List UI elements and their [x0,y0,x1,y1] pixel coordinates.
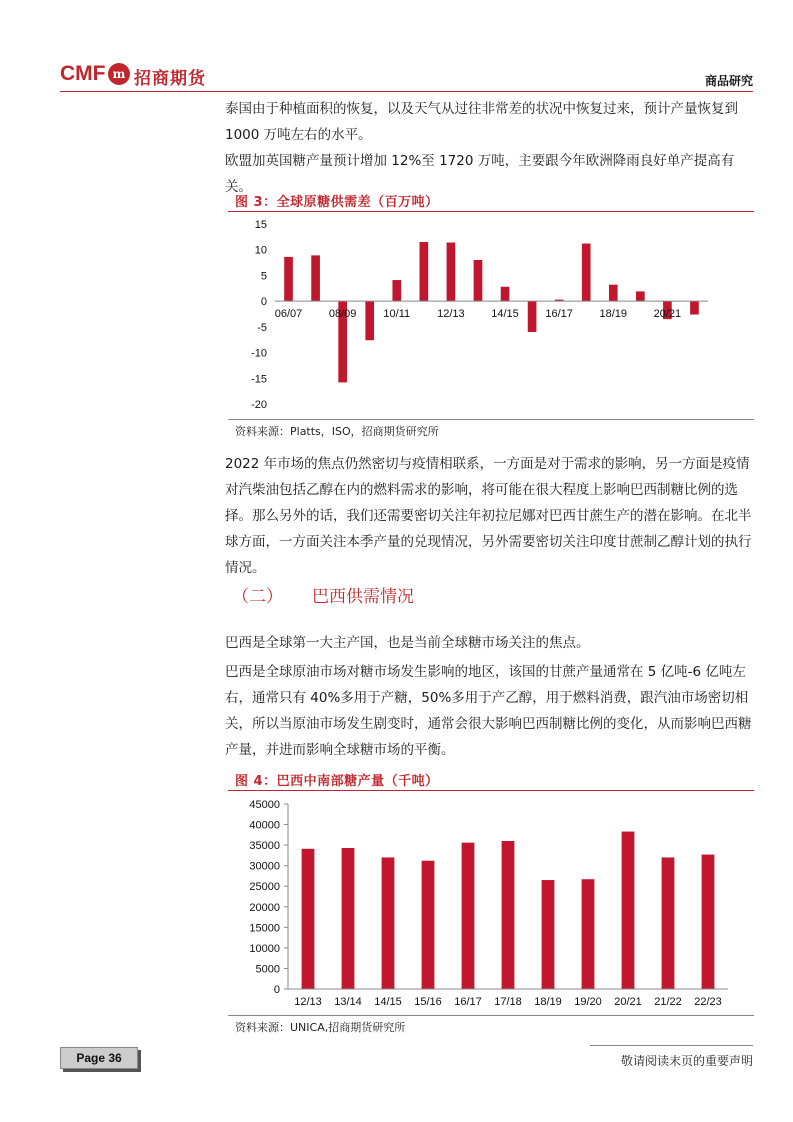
bar-15/16 [528,301,537,332]
x-tick-label: 12/13 [294,996,322,1008]
section-number: （二） [232,587,283,607]
y-tick-label: 40000 [249,819,280,832]
section-label: 商品研究 [704,74,753,88]
x-tick-label: 18/19 [599,308,628,321]
bar-15/16 [422,861,435,989]
y-tick-label: 5 [260,270,267,283]
y-tick-label: -20 [251,399,267,411]
x-tick-label: 14/15 [374,996,402,1008]
figure3-chart [228,212,754,418]
x-tick-label: 21/22 [654,996,682,1008]
x-tick-label: 22/23 [694,996,722,1008]
footer-divider [590,1045,753,1046]
bar-11/12 [420,242,429,301]
bar-14/15 [501,287,510,301]
bar-21/22 [662,857,675,989]
bar-13/14 [474,260,483,301]
x-tick-label: 16/17 [454,996,482,1008]
bar-12/13 [447,243,456,302]
x-tick-label: 17/18 [494,996,522,1008]
y-tick-label: 25000 [249,881,280,894]
page-number: Page 36 [60,1047,138,1069]
bar-12/13 [302,849,315,989]
x-tick-label: 06/07 [274,308,303,321]
figure3-source: 资料来源：Platts，ISO，招商期货研究所 [235,425,439,438]
figure4-source: 资料来源：UNICA,招商期货研究所 [235,1021,406,1034]
bar-17/18 [502,841,515,989]
paragraph-market-focus: 2022 年市场的焦点仍然密切与疫情相联系，一方面是对于需求的影响，另一方面是疫情对汽柴油包括乙醇在内的燃料需求的影响，将可能在很大程度上影响巴西制糖比例的选择。那么另外的话，我们还需要密切关注年初拉尼娜对巴西甘蔗生产的潜在影响。在北半球方面，一方面关注本季产量的兑现情况，另外需要密切关注印度甘蔗制乙醇计划的执行情况。 [225,456,752,576]
y-tick-label: 0 [273,984,280,996]
logo-company-name: 招商期货 [134,69,206,89]
bar-13/14 [342,848,355,989]
bar-19/20 [582,879,595,989]
y-tick-label: 15000 [249,922,280,935]
figure3-bottom-rule [228,419,754,420]
x-tick-label: 20/21 [653,308,682,321]
bar-09/10 [365,301,374,340]
y-tick-label: -10 [251,347,267,360]
figure3-title: 图 3：全球原糖供需差（百万吨） [235,195,439,210]
y-tick-label: 35000 [249,840,280,853]
y-tick-label: 0 [260,296,267,309]
y-tick-label: -5 [257,321,267,334]
bar-18/19 [542,880,555,989]
company-logo [60,62,220,88]
footer-disclaimer: 敬请阅读末页的重要声明 [620,1054,753,1068]
x-tick-label: 19/20 [574,996,602,1008]
paragraph-brazil-detail: 巴西是全球原油市场对糖市场发生影响的地区，该国的甘蔗产量通常在 5 亿吨-6 亿吨左右，通常只有 40%多用于产糖，50%多用于产乙醇，用于燃料消费，跟汽油市场密切相关，所以当原油市场发生剧变时，通常会很大影响巴西制糖比例的变化，从而影响巴西糖产量，并进而影响全球糖市场的平衡。 [225,664,752,758]
bar-10/11 [392,280,401,301]
x-tick-label: 13/14 [334,996,362,1008]
paragraph-eu: 欧盟加英国糖产量预计增加 12%至 1720 万吨，主要跟今年欧洲降雨良好单产提高有关。 [225,153,735,195]
section-heading [232,582,414,607]
y-tick-label: 10 [254,244,267,257]
bar-14/15 [382,857,395,989]
bar-22/23 [702,855,715,989]
x-tick-label: 20/21 [614,996,642,1008]
bar-07/08 [311,255,320,301]
y-tick-label: 10000 [249,942,280,955]
x-tick-label: 12/13 [437,308,465,321]
header-divider [60,91,753,92]
bar-20/21 [622,832,635,989]
logo-mark-icon: m [108,63,130,85]
y-tick-label: 15 [254,219,267,231]
bar-16/17 [462,843,475,989]
figure4-chart [228,792,754,1014]
bar-21/22 [690,301,699,314]
paragraph-thailand: 泰国由于种植面积的恢复，以及天气从过往非常差的状况中恢复过来，预计产量恢复到1000 万吨左右的水平。 [225,101,738,143]
bar-06/07 [284,257,293,301]
x-tick-label: 08/09 [328,308,357,321]
x-tick-label: 14/15 [491,308,519,321]
figure4-title: 图 4：巴西中南部糖产量（千吨） [235,774,439,789]
bar-18/19 [609,285,618,301]
y-tick-label: 20000 [249,901,280,914]
figure4-top-rule [228,790,754,791]
y-tick-label: -15 [251,373,267,386]
logo-text: CMF [60,62,106,85]
y-tick-label: 45000 [249,799,280,811]
x-tick-label: 10/11 [383,308,411,321]
y-tick-label: 30000 [249,860,280,873]
bar-19/20 [636,291,645,301]
bar-17/18 [582,244,591,302]
figure4-bottom-rule [228,1015,754,1016]
section-title: 巴西供需情况 [312,587,414,607]
x-tick-label: 16/17 [545,308,573,321]
paragraph-brazil-intro: 巴西是全球第一大主产国，也是当前全球糖市场关注的焦点。 [225,635,590,651]
y-tick-label: 5000 [255,963,280,976]
x-tick-label: 15/16 [414,996,442,1008]
x-tick-label: 18/19 [534,996,562,1008]
